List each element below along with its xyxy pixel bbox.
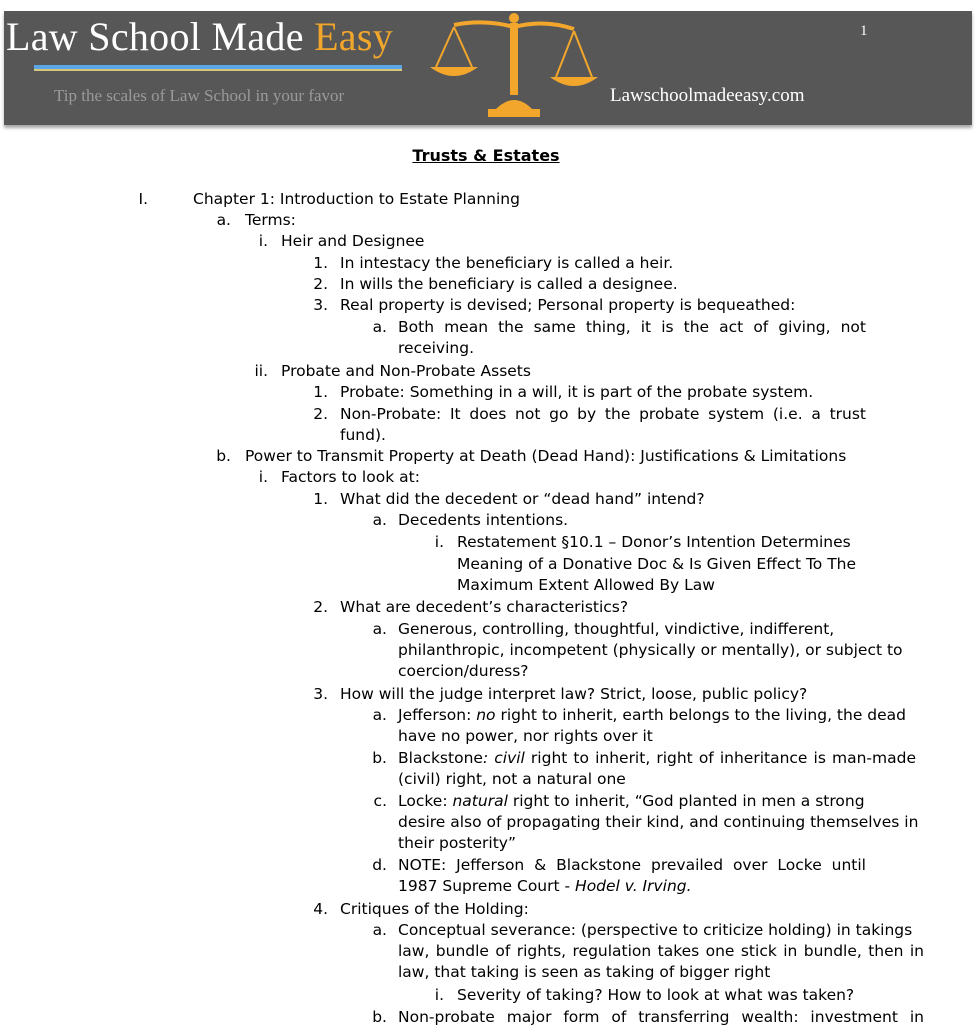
outline-line: Both mean the same thing, it is the act of giving, not [398,318,866,336]
outline-line: coercion/duress? [398,662,529,680]
outline-label: 1. [313,383,328,401]
outline-line [398,876,692,897]
outline-label: 2. [313,275,328,293]
line-emphasis: : civil [482,749,525,767]
outline-label: ii. [254,362,268,380]
outline-label: 3. [313,685,328,703]
outline-label: I. [138,190,148,208]
document-title: Trusts & Estates [412,146,560,165]
outline-line: Factors to look at: [281,468,420,486]
brand-underline [34,65,402,71]
outline-line: (civil) right, not a natural one [398,770,626,788]
line-text: Locke: [398,792,453,810]
outline-line: Terms: [245,211,296,229]
outline-label: 1. [313,490,328,508]
outline-line: Maximum Extent Allowed By Law [457,576,715,594]
site-url: Lawschoolmadeeasy.com [610,85,805,106]
outline-line: Chapter 1: Introduction to Estate Planning [193,190,520,208]
outline-line: philanthropic, incompetent (physically or mentally), or subject to [398,641,903,659]
site-header [4,11,972,125]
outline-line: Critiques of the Holding: [340,900,529,918]
line-emphasis: Hodel v. Irving. [575,877,692,895]
outline-line: How will the judge interpret law? Strict, loose, public policy? [340,685,808,703]
brand-accent: Easy [314,14,394,59]
brand-main: Law School Made [6,14,315,59]
outline-line: Decedents intentions. [398,511,569,529]
outline-line [398,748,916,769]
outline-label: i. [434,986,444,1004]
outline-line [398,705,906,726]
outline-label: i. [258,468,268,486]
outline-line: Heir and Designee [281,232,425,250]
outline-line: Real property is devised; Personal property is bequeathed: [340,296,796,314]
outline-label: 2. [313,598,328,616]
outline-label: a. [216,211,231,229]
line-text: right to inherit, right of inheritance is man-made [524,749,916,767]
outline-label: a. [372,706,387,724]
outline-line: have no power, nor rights over it [398,727,653,745]
outline-line: Probate and Non-Probate Assets [281,362,531,380]
outline-line: Non-Probate: It does not go by the probate system (i.e. a trust [340,405,866,423]
line-text: 1987 Supreme Court - [398,877,576,895]
outline-line: desire also of propagating their kind, and continuing themselves in [398,813,919,831]
outline-line [398,791,865,812]
outline-line: Power to Transmit Property at Death (Dead Hand): Justifications & Limitations [245,447,847,465]
outline-line: In wills the beneficiary is called a designee. [340,275,678,293]
outline-label: i. [434,533,444,551]
outline-line: Non-probate major form of transferring wealth: investment in [398,1008,924,1026]
outline-label: 4. [313,900,328,918]
outline-line: What did the decedent or “dead hand” intend? [340,490,705,508]
outline-label: b. [372,1008,387,1026]
line-text: Jefferson: [398,706,477,724]
line-emphasis: no [476,706,496,724]
scales-of-justice-icon [424,11,604,125]
outline-label: b. [372,749,387,767]
outline-line: Restatement §10.1 – Donor’s Intention Determines [457,533,851,551]
outline-label: i. [258,232,268,250]
outline-line: What are decedent’s characteristics? [340,598,629,616]
outline-label: a. [372,921,387,939]
outline-label: a. [372,511,387,529]
outline-line: In intestacy the beneficiary is called a heir. [340,254,674,272]
line-text: Blackstone [398,749,483,767]
outline-line: Severity of taking? How to look at what was taken? [457,986,855,1004]
line-text: right to inherit, “God planted in men a strong [507,792,865,810]
outline-label: a. [372,620,387,638]
line-text: right to inherit, earth belongs to the living, the dead [495,706,907,724]
outline-line: their posterity” [398,834,517,852]
outline-line: receiving. [398,339,475,357]
outline-label: c. [373,792,387,810]
outline-label: d. [372,856,387,874]
outline-line: Probate: Something in a will, it is part of the probate system. [340,383,814,401]
outline-line: Generous, controlling, thoughtful, vindictive, indifferent, [398,620,835,638]
outline-line: Meaning of a Donative Doc & Is Given Effect To The [457,555,857,573]
page-number: 1 [860,23,868,39]
line-emphasis: natural [452,792,508,810]
outline-line: law, that taking is seen as taking of bigger right [398,963,771,981]
outline-line: NOTE: Jefferson & Blackstone prevailed over Locke until [398,856,866,874]
outline-label: b. [216,447,231,465]
outline-line: law, bundle of rights, regulation takes one stick in bundle, then in [398,942,924,960]
tagline: Tip the scales of Law School in your favor [54,86,345,105]
outline-line: fund). [340,426,386,444]
outline-label: 1. [313,254,328,272]
brand-title [6,13,393,60]
outline-label: 2. [313,405,328,423]
outline-line: Conceptual severance: (perspective to criticize holding) in takings [398,921,913,939]
outline-label: a. [372,318,387,336]
outline-label: 3. [313,296,328,314]
